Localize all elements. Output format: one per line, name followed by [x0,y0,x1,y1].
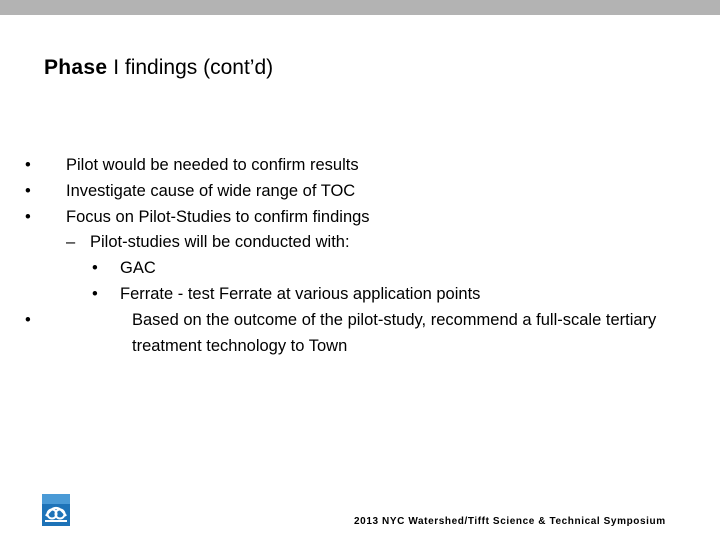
list-item [0,205,720,231]
bullet-marker: • [25,207,31,226]
bullet-marker: • [25,156,31,174]
bullet-marker: • [25,181,31,200]
top-gray-band [0,0,720,15]
slide-title-bold: Phase [44,56,108,79]
organization-logo-icon [42,494,70,526]
dash-marker: – [66,233,76,252]
list-item [0,308,720,360]
sub-bullet-text: Pilot-studies will be conducted with: [90,233,350,252]
bullet-marker: • [92,259,98,278]
sub-list-item [0,230,720,256]
list-item [0,179,720,205]
sub-sub-bullet-text: Ferrate - test Ferrate at various application points [120,284,481,303]
bullet-marker: • [25,310,31,329]
bullet-text: Based on the outcome of the pilot-study, recommend a full-scale tertiary treatment technology to Town [132,310,657,355]
bullet-text: Focus on Pilot-Studies to confirm findings [66,207,370,226]
bullet-marker: • [92,284,98,303]
sub-sub-list-item [0,256,720,282]
sub-sub-bullet-text: GAC [120,259,156,278]
slide-title-rest: I findings (cont’d) [107,56,274,79]
bullet-list [0,153,720,359]
sub-sub-list-item [0,282,720,308]
list-item [0,153,720,179]
footer-text: 2013 NYC Watershed/Tifft Science & Technical Symposium [354,516,666,527]
bullet-text: Investigate cause of wide range of TOC [66,181,356,200]
bullet-text: Pilot would be needed to confirm results [66,156,359,174]
slide-title [44,55,273,81]
